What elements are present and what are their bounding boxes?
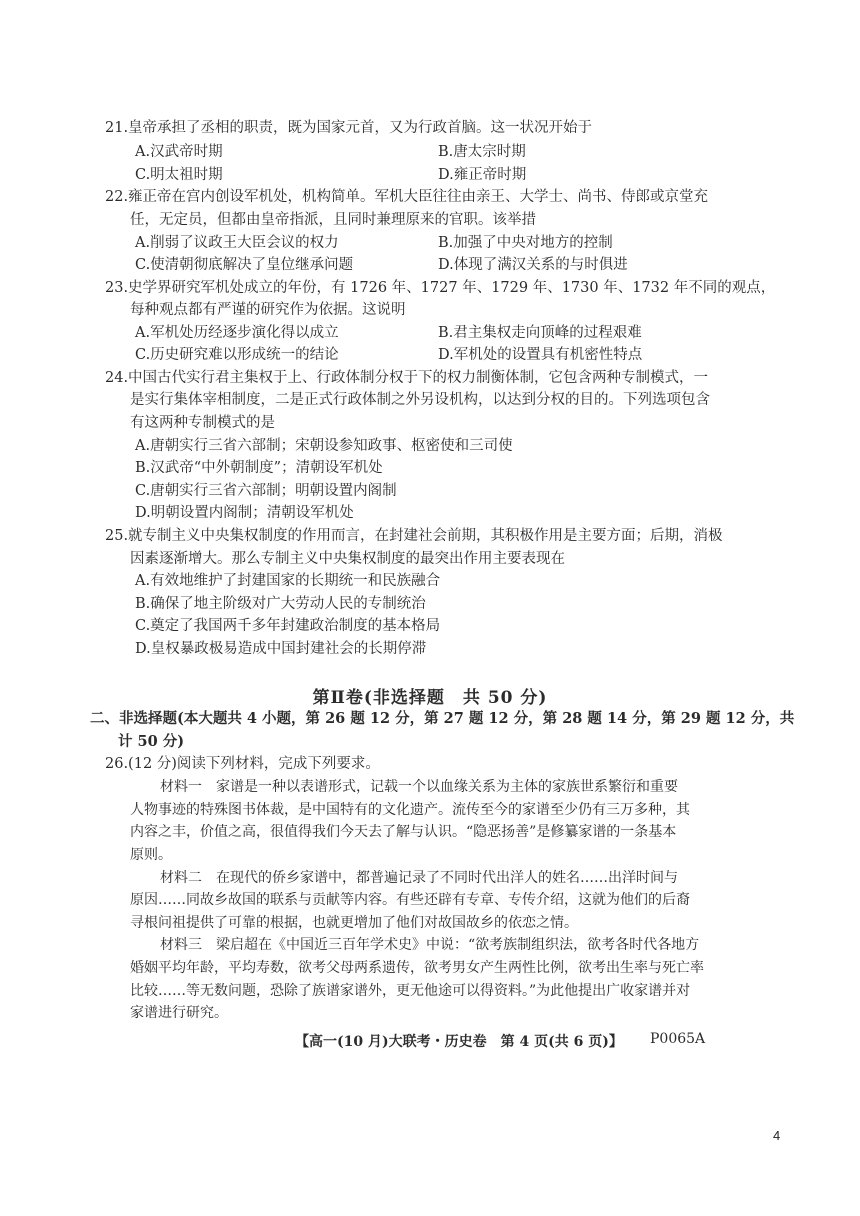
question-22-stem-line1: 22.雍正帝在宫内创设军机处，机构简单。军机大臣往往由亲王、大学士、尚书、侍郎或京堂充 — [105, 189, 709, 205]
q24-option-c: C.唐朝实行三省六部制；明朝设置内阁制 — [135, 483, 397, 499]
question-24-stem-line2: 是实行集体宰相制度，二是正式行政体制之外另设机构，以达到分权的目的。下列选项包含 — [130, 392, 710, 408]
q25-option-a: A.有效地维护了封建国家的长期统一和民族融合 — [135, 573, 441, 589]
question-24-stem-line3: 有这两种专制模式的是 — [130, 415, 275, 431]
material-3-line2: 婚姻平均年龄，平均寿数，欲考父母两系遗传，欲考男女产生两性比例，欲考出生率与死亡率 — [130, 960, 704, 976]
section-2-instructions-line2: 计 50 分) — [118, 733, 185, 750]
q23-option-b: B.君主集权走向顶峰的过程艰难 — [438, 325, 642, 341]
q21-option-a: A.汉武帝时期 — [135, 144, 223, 160]
question-22-stem-line2: 任，无定员，但都由皇帝指派，且同时兼理原来的官职。该举措 — [130, 212, 536, 228]
q23-option-a: A.军机处历经逐步演化得以成立 — [135, 325, 339, 341]
q21-option-d: D.雍正帝时期 — [438, 167, 527, 183]
material-3-line1: 材料三 梁启超在《中国近三百年学术史》中说：“欲考族制组织法，欲考各时代各地方 — [160, 937, 700, 953]
q24-option-a: A.唐朝实行三省六部制；宋朝设参知政事、枢密使和三司使 — [135, 438, 513, 454]
q25-option-c: C.奠定了我国两千多年封建政治制度的基本格局 — [135, 618, 441, 634]
material-3-line4: 家谱进行研究。 — [130, 1005, 228, 1021]
material-2-line1: 材料二 在现代的侨乡家谱中，都普遍记录了不同时代出洋人的姓名……出洋时间与 — [160, 870, 678, 886]
q25-option-b: B.确保了地主阶级对广大劳动人民的专制统治 — [135, 596, 426, 612]
exam-code: P0065A — [650, 1031, 706, 1047]
q22-option-a: A.削弱了议政王大臣会议的权力 — [135, 235, 339, 251]
section-2-instructions-line1: 二、非选择题(本大题共 4 小题，第 26 题 12 分，第 27 题 12 分，第 28 题 14 分，第 29 题 12 分，共 — [90, 710, 795, 727]
question-23-stem-line2: 每种观点都有严谨的研究作为依据。这说明 — [130, 302, 406, 318]
material-3-line3: 比较……等无数问题，恐除了族谱家谱外，更无他途可以得资料。”为此他提出广收家谱并对 — [130, 983, 691, 999]
q21-option-c: C.明太祖时期 — [135, 167, 223, 183]
q25-option-d: D.皇权暴政极易造成中国封建社会的长期停滞 — [135, 641, 427, 657]
material-2-line3: 寻根问祖提供了可靠的根据，也就更增加了他们对故国故乡的依恋之情。 — [130, 915, 578, 931]
question-24-stem-line1: 24.中国古代实行君主集权于上、行政体制分权于下的权力制衡体制，它包含两种专制模式，一 — [105, 370, 709, 386]
q23-option-d: D.军机处的设置具有机密性特点 — [438, 347, 643, 363]
section-2-title: 第Ⅱ卷(非选择题 共 50 分) — [312, 688, 548, 708]
q24-option-b: B.汉武帝“中外朝制度”；清朝设军机处 — [135, 460, 383, 476]
exam-footer: 【高一(10 月)大联考・历史卷 第 4 页(共 6 页)】 — [295, 1034, 623, 1050]
question-25-stem-line1: 25.就专制主义中央集权制度的作用而言，在封建社会前期，其积极作用是主要方面；后期，消极 — [105, 528, 723, 544]
material-1-line2: 人物事迹的特殊图书体裁，是中国特有的文化遗产。流传至今的家谱至少仍有三万多种，其 — [130, 802, 690, 818]
question-25-stem-line2: 因素逐渐增大。那么专制主义中央集权制度的最突出作用主要表现在 — [130, 551, 565, 567]
question-21-stem: 21.皇帝承担了丞相的职责，既为国家元首，又为行政首脑。这一状况开始于 — [105, 120, 593, 136]
question-23-stem-line1: 23.史学界研究军机处成立的年份，有 1726 年、1727 年、1729 年、1730 年、1732 年不同的观点， — [105, 280, 776, 296]
q21-option-b: B.唐太宗时期 — [438, 144, 526, 160]
q22-option-b: B.加强了中央对地方的控制 — [438, 235, 613, 251]
material-1-line3: 内容之丰，价值之高，很值得我们今天去了解与认识。“隐恶扬善”是修纂家谱的一条基本 — [130, 824, 677, 840]
q22-option-c: C.使清朝彻底解决了皇位继承问题 — [135, 257, 354, 273]
q22-option-d: D.体现了满汉关系的与时俱进 — [438, 257, 628, 273]
material-1-line1: 材料一 家谱是一种以表谱形式，记载一个以血缘关系为主体的家族世系繁衍和重要 — [160, 779, 678, 795]
q24-option-d: D.明朝设置内阁制；清朝设军机处 — [135, 505, 354, 521]
q23-option-c: C.历史研究难以形成统一的结论 — [135, 347, 339, 363]
material-1-line4: 原则。 — [130, 847, 172, 863]
question-26-stem: 26.(12 分)阅读下列材料，完成下列要求。 — [105, 756, 380, 772]
material-2-line2: 原因……同故乡故国的联系与贡献等内容。有些还辟有专章、专传介绍，这就为他们的后裔 — [130, 892, 690, 908]
page-number: 4 — [773, 1128, 781, 1143]
